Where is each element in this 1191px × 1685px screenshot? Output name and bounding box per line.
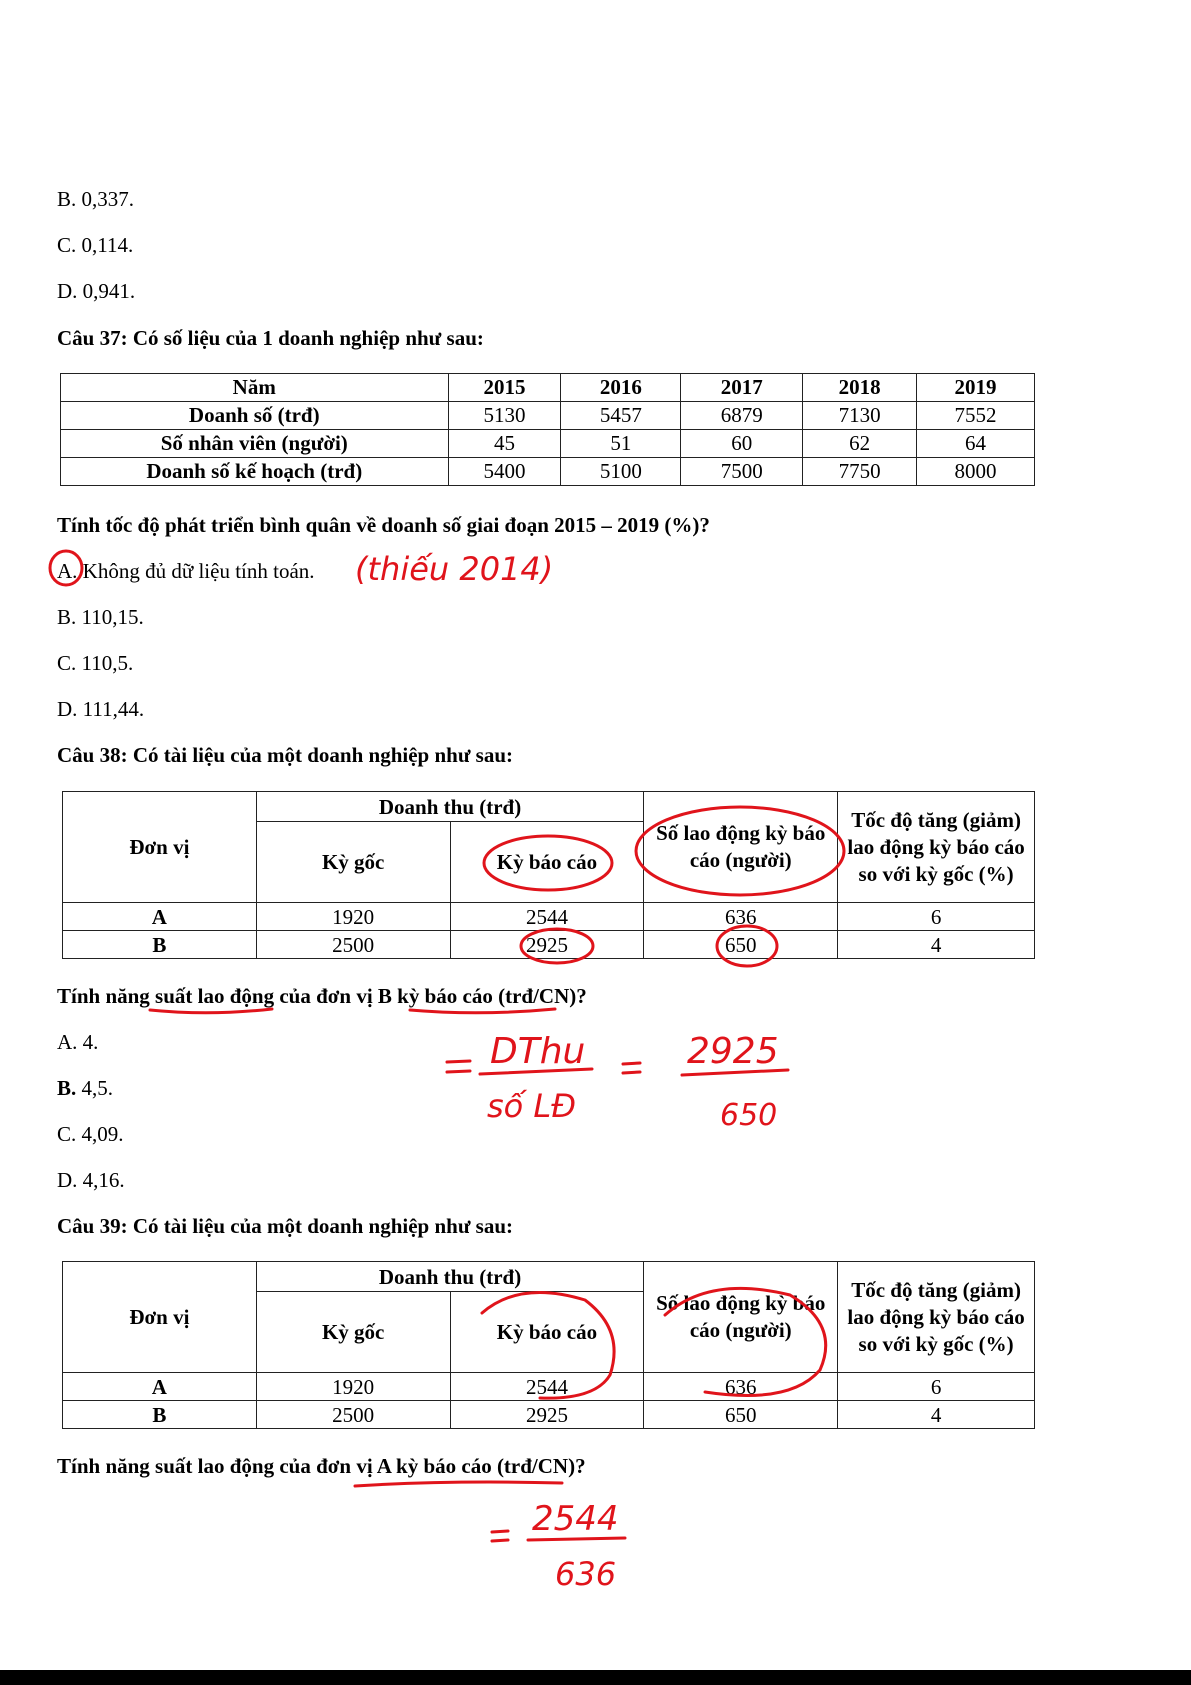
bottom-bar: [0, 1670, 1191, 1685]
table-cell: 7500: [681, 458, 803, 486]
table-cell: 2925: [450, 1401, 644, 1429]
table-row: [61, 402, 1035, 430]
option-37-b: B. 110,15.: [57, 605, 144, 629]
question-38-prompt: Tính năng suất lao động của đơn vị B kỳ báo cáo (trđ/CN)?: [57, 984, 587, 1008]
table-cell: 62: [803, 430, 917, 458]
table-cell: 2544: [450, 903, 644, 931]
option-b-prev: B. 0,337.: [57, 187, 135, 211]
option-c-prev: C. 0,114.: [57, 233, 134, 257]
table-37-header-year: Năm: [61, 374, 449, 402]
table-cell: 51: [561, 430, 681, 458]
table-row: [63, 1373, 1035, 1401]
table-37-header-2019: 2019: [917, 374, 1035, 402]
question-39-title: Câu 39: Có tài liệu của một doanh nghiệp như sau:: [57, 1214, 514, 1238]
table-cell: 2500: [256, 1401, 450, 1429]
table-37-header-2015: 2015: [448, 374, 561, 402]
table-38: [62, 791, 1035, 959]
handwritten-2544: 2544: [532, 1499, 619, 1539]
table-cell: 8000: [917, 458, 1035, 486]
option-38-b-letter: B.: [57, 1076, 77, 1100]
table-row: [63, 903, 1035, 931]
table-cell: 6: [838, 903, 1035, 931]
row-label: A: [63, 1373, 257, 1401]
row-label: B: [63, 1401, 257, 1429]
option-d-prev: D. 0,941.: [57, 279, 136, 303]
table-cell: 45: [448, 430, 561, 458]
question-37-title: Câu 37: Có số liệu của 1 doanh nghiệp như sau:: [57, 326, 484, 350]
header-revenue: Doanh thu (trđ): [256, 1262, 644, 1292]
option-37-d: D. 111,44.: [57, 697, 145, 721]
table-cell: 1920: [256, 903, 450, 931]
table-cell: 4: [838, 1401, 1035, 1429]
handwritten-note-37: (thiếu 2014): [355, 550, 554, 588]
header-growth: Tốc độ tăng (giảm) lao động kỳ báo cáo so với kỳ gốc (%): [838, 1262, 1035, 1373]
option-37-a-letter: A.: [57, 559, 78, 583]
table-cell: 5100: [561, 458, 681, 486]
table-cell: 64: [917, 430, 1035, 458]
underline-annotation: [355, 1482, 562, 1486]
handwritten-so-ld: số LĐ: [487, 1087, 577, 1125]
header-report: Kỳ báo cáo: [450, 1292, 644, 1373]
option-37-a: [57, 559, 315, 584]
underline-annotation: [150, 1009, 272, 1013]
handwritten-2925: 2925: [687, 1031, 779, 1072]
option-38-d: D. 4,16.: [57, 1168, 125, 1192]
header-labor: Số lao động kỳ báo cáo (người): [644, 792, 838, 903]
table-cell: 636: [644, 903, 838, 931]
option-38-b: [57, 1076, 113, 1101]
table-cell: 1920: [256, 1373, 450, 1401]
table-cell: 650: [644, 931, 838, 959]
table-cell: 5457: [561, 402, 681, 430]
row-label: A: [63, 903, 257, 931]
option-37-c: C. 110,5.: [57, 651, 134, 675]
row-label: Số nhân viên (người): [61, 430, 449, 458]
table-39: [62, 1261, 1035, 1429]
table-cell: 2925: [450, 931, 644, 959]
header-unit: Đơn vị: [63, 1262, 257, 1373]
table-cell: 636: [644, 1373, 838, 1401]
handwritten-636: 636: [555, 1555, 617, 1593]
table-cell: 6879: [681, 402, 803, 430]
header-labor: Số lao động kỳ báo cáo (người): [644, 1262, 838, 1373]
option-37-a-text: Không đủ dữ liệu tính toán.: [82, 559, 315, 583]
header-growth: Tốc độ tăng (giảm) lao động kỳ báo cáo so với kỳ gốc (%): [838, 792, 1035, 903]
table-cell: 2500: [256, 931, 450, 959]
table-cell: 5400: [448, 458, 561, 486]
row-label: Doanh số kế hoạch (trđ): [61, 458, 449, 486]
table-37-header-2016: 2016: [561, 374, 681, 402]
table-cell: 650: [644, 1401, 838, 1429]
option-38-b-text: 4,5.: [81, 1076, 114, 1100]
table-row: [61, 430, 1035, 458]
header-report: Kỳ báo cáo: [450, 822, 644, 903]
header-base: Kỳ gốc: [256, 1292, 450, 1373]
table-37-header-2018: 2018: [803, 374, 917, 402]
header-base: Kỳ gốc: [256, 822, 450, 903]
table-cell: 4: [838, 931, 1035, 959]
table-row: [61, 458, 1035, 486]
option-38-c: C. 4,09.: [57, 1122, 124, 1146]
header-unit: Đơn vị: [63, 792, 257, 903]
table-37: [60, 373, 1035, 486]
table-cell: 2544: [450, 1373, 644, 1401]
table-37-header-2017: 2017: [681, 374, 803, 402]
table-cell: 7130: [803, 402, 917, 430]
row-label: Doanh số (trđ): [61, 402, 449, 430]
table-row: [63, 1401, 1035, 1429]
question-39-prompt: Tính năng suất lao động của đơn vị A kỳ báo cáo (trđ/CN)?: [57, 1454, 586, 1478]
table-cell: 5130: [448, 402, 561, 430]
table-cell: 6: [838, 1373, 1035, 1401]
table-cell: 7552: [917, 402, 1035, 430]
handwritten-650: 650: [720, 1098, 778, 1133]
table-cell: 60: [681, 430, 803, 458]
question-38-title: Câu 38: Có tài liệu của một doanh nghiệp như sau:: [57, 743, 514, 767]
table-cell: 7750: [803, 458, 917, 486]
handwritten-dthu: DThu: [490, 1031, 586, 1072]
table-row: [63, 931, 1035, 959]
question-37-prompt: Tính tốc độ phát triển bình quân về doanh số giai đoạn 2015 – 2019 (%)?: [57, 513, 710, 537]
underline-annotation: [410, 1009, 555, 1013]
row-label: B: [63, 931, 257, 959]
option-38-a: A. 4.: [57, 1030, 99, 1054]
header-revenue: Doanh thu (trđ): [256, 792, 644, 822]
table-37-header-row: [61, 374, 1035, 402]
